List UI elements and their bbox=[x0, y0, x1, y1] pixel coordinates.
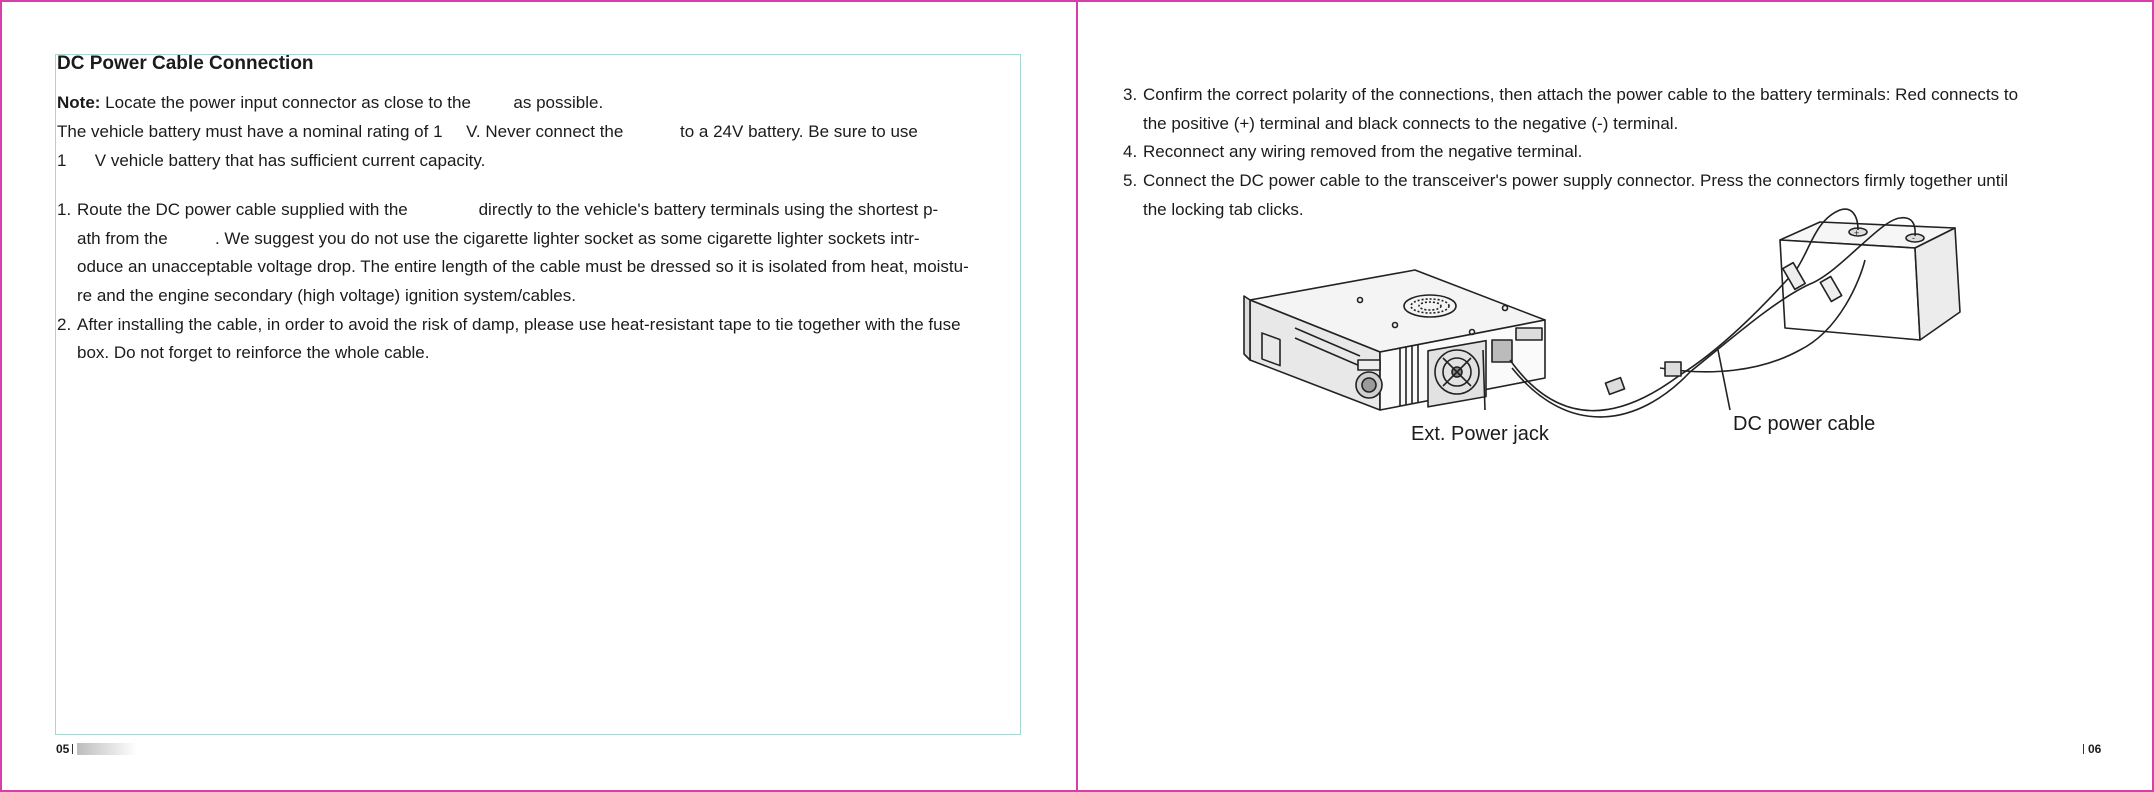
step-line: the locking tab clicks. bbox=[1143, 200, 1304, 219]
footer-gradient-bar bbox=[77, 743, 137, 755]
step-line: re and the engine secondary (high voltage) ignition system/cables. bbox=[77, 286, 576, 305]
battery-illustration bbox=[1780, 222, 1960, 340]
page-number-divider bbox=[72, 744, 73, 754]
cable-leader-line bbox=[1718, 350, 1730, 410]
transceiver-battery-illustration bbox=[1240, 200, 1990, 460]
step-number: 5. bbox=[1123, 171, 1138, 190]
dc-power-cable-label: DC power cable bbox=[1733, 413, 1876, 435]
note-label: Note: bbox=[57, 93, 101, 112]
transceiver-illustration bbox=[1244, 270, 1545, 410]
step-number: 4. bbox=[1123, 142, 1138, 161]
battery-rating-line-1: The vehicle battery must have a nominal rating of 1 V. Never connect the to a 24V battery. Be sure to use bbox=[57, 122, 918, 141]
svg-text:+: + bbox=[1854, 228, 1860, 238]
step-line: Connect the DC power cable to the transceiver's power supply connector. Press the connectors firmly together until bbox=[1143, 171, 2009, 190]
page-footer-right bbox=[2080, 742, 2101, 756]
svg-text:-: - bbox=[1912, 233, 1915, 243]
step-line: oduce an unacceptable voltage drop. The entire length of the cable must be dressed so it is isolated from heat, moistu- bbox=[77, 257, 969, 276]
center-fold-line bbox=[1076, 0, 1078, 792]
step-number: 2. bbox=[57, 315, 72, 334]
note-text: Locate the power input connector as close to the as possible. bbox=[100, 93, 604, 112]
step-line: ath from the . We suggest you do not use the cigarette lighter socket as some cigarette lighter sockets intr- bbox=[77, 229, 920, 248]
section-heading: DC Power Cable Connection bbox=[57, 53, 314, 74]
step-line: box. Do not forget to reinforce the whole cable. bbox=[77, 343, 430, 362]
page-number: 06 bbox=[2088, 742, 2102, 756]
step-line: the positive (+) terminal and black connects to the negative (-) terminal. bbox=[1143, 114, 1679, 133]
step-number: 3. bbox=[1123, 85, 1138, 104]
step-line: Confirm the correct polarity of the connections, then attach the power cable to the battery terminals: Red connects to bbox=[1143, 85, 2019, 104]
page-number: 05 bbox=[56, 742, 70, 756]
step-number: 1. bbox=[57, 200, 72, 219]
connection-diagram bbox=[1240, 200, 1990, 460]
step-line: After installing the cable, in order to avoid the risk of damp, please use heat-resistant tape to tie together with the fuse bbox=[77, 315, 961, 334]
power-jack-label: Ext. Power jack bbox=[1411, 423, 1549, 445]
battery-rating-line-2: 1 V vehicle battery that has sufficient current capacity. bbox=[57, 151, 486, 170]
note-paragraph bbox=[57, 92, 603, 114]
page-number-divider bbox=[2083, 744, 2084, 754]
step-line: Route the DC power cable supplied with the directly to the vehicle's battery terminals using the shortest p- bbox=[77, 200, 939, 219]
page-footer-left bbox=[56, 742, 137, 756]
step-line: Reconnect any wiring removed from the negative terminal. bbox=[1143, 142, 1583, 161]
